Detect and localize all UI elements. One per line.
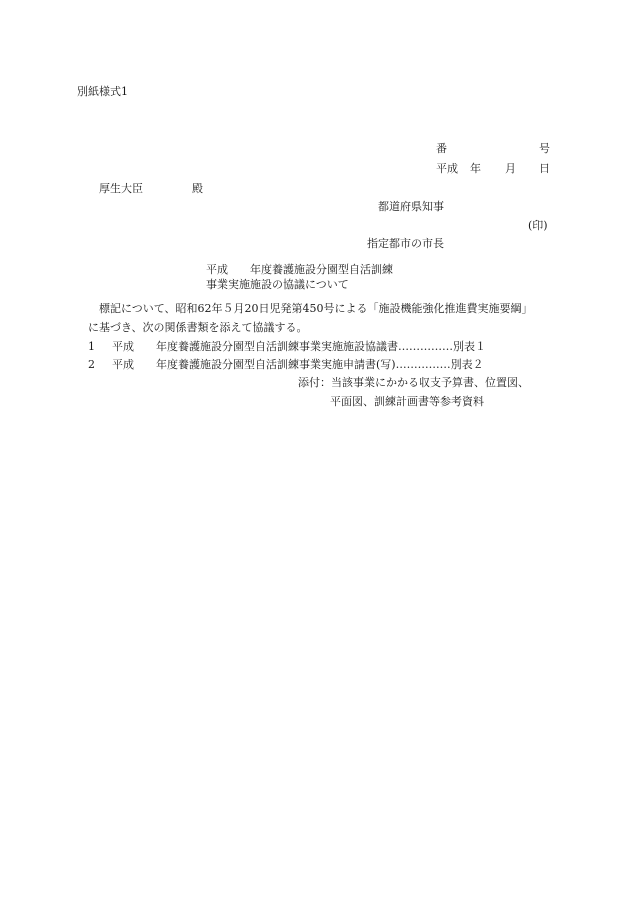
date-year: 年 [470,162,481,175]
addressee-title: 厚生大臣 [99,182,143,195]
subject-line-2: 事業実施施設の協議について [206,278,349,291]
sender-governor: 都道府県知事 [378,200,444,213]
item-text: 平成 年度養護施設分園型自活訓練事業実施施設協議書……………別表１ [112,340,486,353]
sender-mayor: 指定都市の市長 [367,237,444,250]
number-label: 番 [436,142,447,155]
date-day: 日 [539,162,550,175]
body-line-2: に基づき、次の関係書類を添えて協議する。 [88,321,308,334]
item-text: 平成 年度養護施設分園型自活訓練事業実施申請書(写)……………別表２ [112,358,484,371]
date-month: 月 [505,162,516,175]
body-line-1: 標記について、昭和62年５月20日児発第450号による「施設機能強化推進費実施要綱」 [99,302,533,315]
form-label: 別紙様式1 [77,85,128,98]
date-era: 平成 [436,162,458,175]
subject-line-1: 平成 年度養護施設分園型自活訓練 [206,263,393,276]
number-suffix: 号 [539,142,550,155]
item-number: 2 [88,358,95,371]
item-number: 1 [88,340,95,353]
seal-mark: (印) [528,219,548,232]
attachment-line-1: 添付：当該事業にかかる収支予算書、位置図、 [298,376,529,389]
addressee-honorific: 殿 [192,182,203,195]
attachment-line-2: 平面図、訓練計画書等参考資料 [330,395,484,408]
